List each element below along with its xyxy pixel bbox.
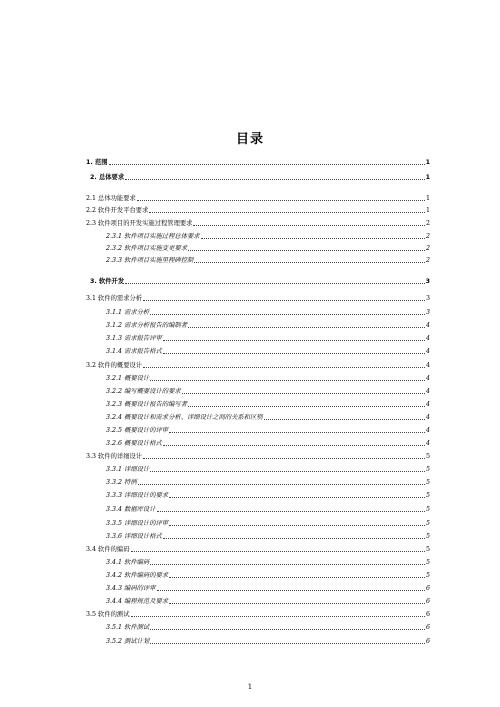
toc-entry-level-3[interactable] [106, 490, 430, 500]
toc-entry-page-number: 5 [425, 533, 430, 540]
toc-entry-level-2[interactable] [86, 360, 430, 370]
dot-leader [169, 603, 425, 604]
toc-entry-page-number: 5 [425, 479, 430, 486]
toc-entry-text: 3.5.1 软件测试 [106, 624, 150, 631]
dot-leader [163, 353, 425, 354]
toc-entry-page-number: 1 [425, 207, 430, 214]
toc-entry-level-2[interactable] [86, 218, 430, 228]
toc-entry-page-number: 4 [425, 375, 430, 382]
toc-entry-level-3[interactable] [106, 583, 430, 593]
dot-leader [188, 406, 425, 407]
dot-leader [150, 314, 425, 315]
dot-leader [143, 300, 425, 301]
toc-entry-level-3[interactable] [106, 243, 430, 253]
toc-entry-level-3[interactable] [106, 438, 430, 448]
toc-entry-page-number: 4 [425, 322, 430, 329]
toc-entry-level-2[interactable] [86, 205, 430, 215]
toc-entry-level-3[interactable] [106, 596, 430, 606]
toc-entry-page-number: 5 [425, 506, 430, 513]
toc-entry-level-3[interactable] [106, 399, 430, 409]
toc-entry-page-number: 5 [425, 492, 430, 499]
toc-entry-text: 3.2.4 概要设计和需求分析、详细设计之间的关系和区别 [106, 414, 263, 421]
dot-leader [149, 212, 425, 213]
toc-entry-text: 3.1.3 需求报告评审 [106, 335, 162, 342]
toc-entry-page-number: 6 [425, 638, 430, 645]
toc-entry-text: 3.4.2 软件编码的要求 [106, 572, 169, 579]
toc-entry-level-3[interactable] [106, 464, 430, 474]
toc-entry-text: 3.4.4 编程规范及要求 [106, 598, 169, 605]
toc-entry-level-3[interactable] [106, 557, 430, 567]
toc-entry-text: 2.3.1 软件项目实施过程总体要求 [106, 233, 200, 240]
toc-entry-level-2[interactable] [86, 193, 430, 203]
toc-entry-page-number: 2 [425, 220, 430, 227]
toc-entry-text: 3.1 软件的需求分析 [86, 295, 143, 302]
dot-leader [131, 551, 425, 552]
toc-entry-text: 3.1.4 需求报告格式 [106, 348, 162, 355]
toc-entry-page-number: 1 [425, 159, 430, 166]
dot-leader [143, 458, 425, 459]
toc-entry-level-3[interactable] [106, 386, 430, 396]
toc-entry-page-number: 2 [425, 245, 430, 252]
toc-entry-page-number: 6 [425, 598, 430, 605]
toc-entry-text: 2. 总体要求 [90, 174, 125, 181]
dot-leader [150, 629, 425, 630]
dot-leader [125, 179, 424, 180]
toc-entry-level-3[interactable] [106, 518, 430, 528]
toc-title: 目录 [235, 132, 264, 147]
toc-entry-level-1[interactable] [90, 276, 430, 286]
dot-leader [157, 511, 425, 512]
toc-entry-text: 1. 范围 [86, 159, 108, 166]
toc-entry-page-number: 5 [425, 546, 430, 553]
toc-entry-level-2[interactable] [86, 544, 430, 554]
dot-leader [138, 484, 425, 485]
toc-entry-text: 3.2.6 概要设计格式 [106, 440, 162, 447]
toc-entry-level-3[interactable] [106, 255, 430, 265]
dot-leader [193, 225, 425, 226]
toc-entry-text: 3.1.1 需求分析 [106, 309, 150, 316]
toc-entry-page-number: 4 [425, 348, 430, 355]
toc-entry-page-number: 4 [425, 414, 430, 421]
toc-entry-page-number: 6 [425, 611, 430, 618]
dot-leader [201, 238, 425, 239]
dot-leader [188, 327, 425, 328]
toc-entry-text: 3.2.5 概要设计的评审 [106, 427, 169, 434]
toc-entry-text: 3.3.2 特例 [106, 479, 137, 486]
dot-leader [163, 445, 425, 446]
toc-entry-page-number: 5 [425, 572, 430, 579]
toc-entry-text: 3.3.1 详细设计 [106, 466, 150, 473]
toc-entry-text: 3.5.2 测试计划 [106, 638, 150, 645]
toc-entry-text: 3.4.1 软件编码 [106, 559, 150, 566]
toc-entry-page-number: 4 [425, 401, 430, 408]
toc-entry-page-number: 5 [425, 466, 430, 473]
toc-entry-page-number: 2 [425, 257, 430, 264]
dot-leader [188, 250, 425, 251]
dot-leader [169, 432, 425, 433]
toc-entry-level-3[interactable] [106, 570, 430, 580]
toc-entry-page-number: 2 [425, 233, 430, 240]
toc-entry-text: 3.1.2 需求分析报告的编制者 [106, 322, 187, 329]
toc-entry-text: 3.2.1 概要设计 [106, 375, 150, 382]
toc-entry-page-number: 4 [425, 335, 430, 342]
toc-entry-text: 2.1 总体功能要求 [86, 195, 136, 202]
toc-entry-level-3[interactable] [106, 425, 430, 435]
toc-entry-text: 3.3 软件的详细设计 [86, 453, 143, 460]
toc-entry-text: 3.3.6 详细设计格式 [106, 533, 162, 540]
dot-leader [109, 164, 425, 165]
dot-leader [182, 393, 425, 394]
toc-entry-level-3[interactable] [106, 412, 430, 422]
toc-entry-level-1[interactable] [90, 172, 430, 182]
toc-entry-level-3[interactable] [106, 504, 430, 514]
toc-entry-text: 3.2 软件的概要设计 [86, 362, 143, 369]
toc-entry-level-1[interactable] [86, 157, 430, 167]
dot-leader [150, 471, 425, 472]
toc-entry-text: 3.4 软件的编码 [86, 546, 130, 553]
toc-entry-text: 3.2.3 概要设计报告的编写者 [106, 401, 187, 408]
toc-entry-page-number: 5 [425, 453, 430, 460]
dot-leader [131, 616, 425, 617]
dot-leader [194, 262, 425, 263]
toc-entry-text: 2.3 软件项目的开发实施过程管理要求 [86, 220, 193, 227]
toc-entry-level-3[interactable] [106, 320, 430, 330]
toc-entry-page-number: 6 [425, 624, 430, 631]
toc-entry-level-3[interactable] [106, 636, 430, 646]
toc-entry-page-number: 3 [425, 278, 430, 285]
toc-entry-page-number: 3 [425, 309, 430, 316]
toc-entry-page-number: 4 [425, 440, 430, 447]
toc-entry-level-3[interactable] [106, 346, 430, 356]
dot-leader [125, 283, 424, 284]
toc-entry-page-number: 4 [425, 427, 430, 434]
dot-leader [150, 643, 425, 644]
toc-entry-level-3[interactable] [106, 622, 430, 632]
toc-entry-level-2[interactable] [86, 451, 430, 461]
page-footer-number: 1 [247, 683, 253, 691]
toc-entry-page-number: 5 [425, 520, 430, 527]
toc-entry-text: 3.5 软件的测试 [86, 611, 130, 618]
toc-entry-text: 3.3.5 详细设计的评审 [106, 520, 169, 527]
toc-entry-page-number: 6 [425, 585, 430, 592]
toc-entry-page-number: 5 [425, 559, 430, 566]
toc-entry-text: 3.4.3 编码的评审 [106, 585, 156, 592]
toc-entry-text: 3.2.2 编写概要设计的要求 [106, 388, 181, 395]
dot-leader [163, 340, 425, 341]
toc-entry-level-3[interactable] [106, 373, 430, 383]
toc-entry-page-number: 4 [425, 388, 430, 395]
dot-leader [163, 538, 425, 539]
dot-leader [169, 497, 425, 498]
toc-entry-text: 2.2 软件开发平台要求 [86, 207, 149, 214]
dot-leader [169, 577, 425, 578]
toc-entry-page-number: 1 [425, 195, 430, 202]
dot-leader [143, 367, 425, 368]
toc-entry-level-3[interactable] [106, 477, 430, 487]
toc-entry-page-number: 1 [425, 174, 430, 181]
toc-entry-text: 2.3.2 软件项目实施变更要求 [106, 245, 187, 252]
toc-entry-text: 3. 软件开发 [90, 278, 125, 285]
toc-entry-level-2[interactable] [86, 609, 430, 619]
toc-entry-level-3[interactable] [106, 531, 430, 541]
toc-entry-text: 3.3.3 详细设计的要求 [106, 492, 169, 499]
toc-entry-level-3[interactable] [106, 307, 430, 317]
toc-entry-text: 2.3.3 软件项目实施里程碑控制 [106, 257, 194, 264]
toc-entry-level-3[interactable] [106, 231, 430, 241]
dot-leader [169, 525, 425, 526]
toc-entry-level-2[interactable] [86, 293, 430, 303]
dot-leader [157, 590, 425, 591]
toc-entry-level-3[interactable] [106, 333, 430, 343]
dot-leader [150, 564, 425, 565]
dot-leader [150, 380, 425, 381]
dot-leader [137, 200, 425, 201]
toc-entry-page-number: 4 [425, 362, 430, 369]
toc-entry-page-number: 3 [425, 295, 430, 302]
dot-leader [264, 419, 425, 420]
toc-entry-text: 3.3.4 数据库设计 [106, 506, 156, 513]
